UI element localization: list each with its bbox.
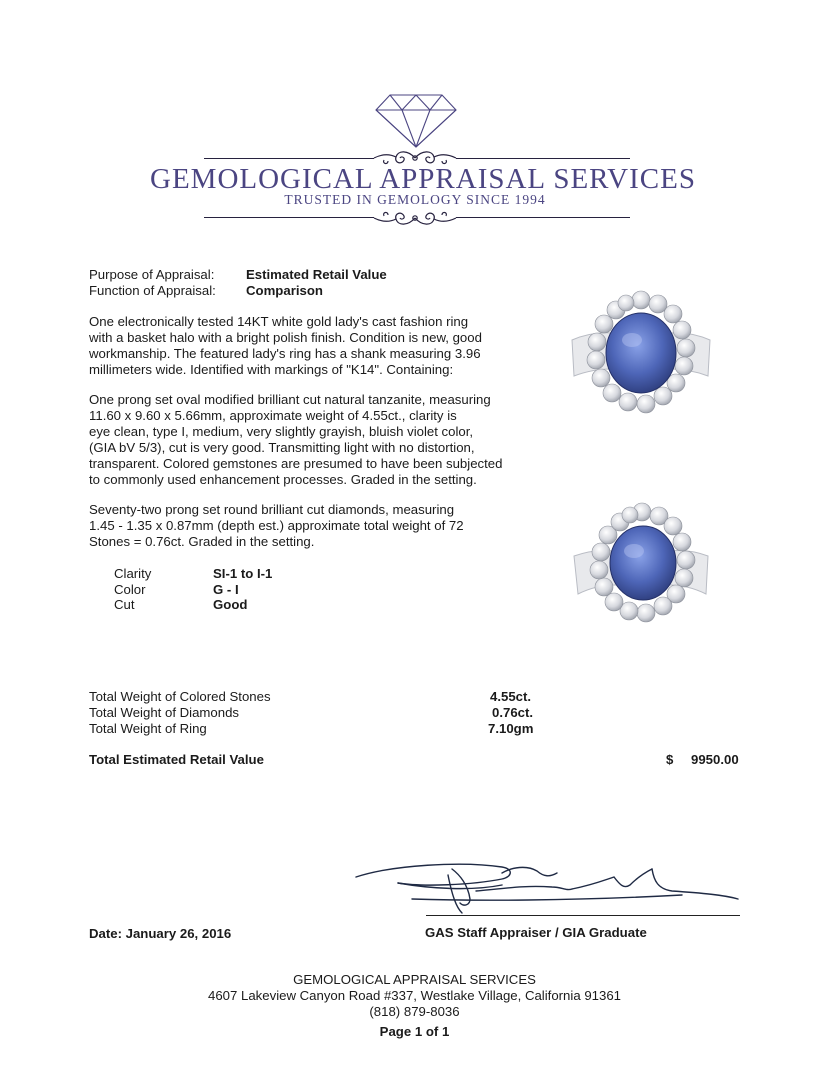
purpose-label: Purpose of Appraisal: bbox=[89, 267, 215, 282]
signer-title: GAS Staff Appraiser / GIA Graduate bbox=[425, 925, 647, 940]
appraisal-date: Date: January 26, 2016 bbox=[89, 926, 232, 941]
diamond-description bbox=[89, 502, 539, 550]
diamond-logo-icon bbox=[374, 93, 458, 149]
weight-value-colored-stones: 4.55ct. bbox=[490, 689, 532, 704]
weight-label-diamonds: Total Weight of Diamonds bbox=[89, 705, 240, 720]
signature-line bbox=[426, 915, 740, 916]
total-amount: 9950.00 bbox=[691, 752, 739, 767]
grading-value-cut: Good bbox=[213, 597, 248, 612]
total-label: Total Estimated Retail Value bbox=[89, 752, 264, 767]
company-name: GEMOLOGICAL APPRAISAL SERVICES bbox=[150, 163, 696, 195]
diamond-description-line: Stones = 0.76ct. Graded in the setting. bbox=[89, 534, 315, 549]
header-rule-bottom-right bbox=[456, 217, 630, 218]
diamond-description-line: Seventy-two prong set round brilliant cut diamonds, measuring bbox=[89, 502, 455, 517]
tanzanite-description-line: One prong set oval modified brilliant cut natural tanzanite, measuring bbox=[89, 392, 491, 407]
tanzanite-description-line: (GIA bV 5/3), cut is very good. Transmitting light with no distortion, bbox=[89, 440, 475, 455]
grading-label-cut: Cut bbox=[114, 597, 135, 612]
total-currency: $ bbox=[666, 752, 674, 767]
header-rule-top-right bbox=[456, 158, 630, 159]
ring-description-line: workmanship. The featured lady's ring has a shank measuring 3.96 bbox=[89, 346, 481, 361]
scroll-ornament-icon bbox=[370, 207, 460, 229]
tanzanite-description-line: 11.60 x 9.60 x 5.66mm, approximate weight of 4.55ct., clarity is bbox=[89, 408, 457, 423]
ring-photo-top bbox=[570, 288, 712, 420]
purpose-value: Estimated Retail Value bbox=[246, 267, 387, 282]
header-rule-top-left bbox=[204, 158, 374, 159]
company-tagline: TRUSTED IN GEMOLOGY SINCE 1994 bbox=[284, 192, 546, 207]
grading-label-color: Color bbox=[114, 582, 146, 597]
weight-label-colored-stones: Total Weight of Colored Stones bbox=[89, 689, 271, 704]
footer-company: GEMOLOGICAL APPRAISAL SERVICES bbox=[293, 972, 536, 987]
tanzanite-description-line: to commonly used enhancement processes. Graded in the setting. bbox=[89, 472, 477, 487]
footer-phone: (818) 879-8036 bbox=[369, 1004, 460, 1019]
header-rule-bottom-left bbox=[204, 217, 374, 218]
weight-label-ring: Total Weight of Ring bbox=[89, 721, 207, 736]
grading-value-color: G - I bbox=[213, 582, 239, 597]
tanzanite-description-line: transparent. Colored gemstones are presumed to have been subjected bbox=[89, 456, 503, 471]
ring-description-line: millimeters wide. Identified with markings of "K14". Containing: bbox=[89, 362, 454, 377]
grading-label-clarity: Clarity bbox=[114, 566, 152, 581]
ring-photo-bottom bbox=[572, 502, 710, 628]
grading-value-clarity: SI-1 to I-1 bbox=[213, 566, 273, 581]
weight-value-ring: 7.10gm bbox=[488, 721, 534, 736]
page-number: Page 1 of 1 bbox=[379, 1024, 450, 1039]
weight-value-diamonds: 0.76ct. bbox=[492, 705, 534, 720]
appraiser-signature bbox=[352, 855, 744, 919]
footer-address: 4607 Lakeview Canyon Road #337, Westlake Village, California 91361 bbox=[208, 988, 621, 1003]
function-value: Comparison bbox=[246, 283, 323, 298]
tanzanite-description bbox=[89, 392, 539, 488]
tanzanite-description-line: eye clean, type I, medium, very slightly grayish, bluish violet color, bbox=[89, 424, 474, 439]
ring-description bbox=[89, 314, 539, 378]
function-label: Function of Appraisal: bbox=[89, 283, 216, 298]
ring-description-line: One electronically tested 14KT white gold lady's cast fashion ring bbox=[89, 314, 469, 329]
diamond-description-line: 1.45 - 1.35 x 0.87mm (depth est.) approximate total weight of 72 bbox=[89, 518, 464, 533]
ring-description-line: with a basket halo with a bright polish finish. Condition is new, good bbox=[89, 330, 482, 345]
